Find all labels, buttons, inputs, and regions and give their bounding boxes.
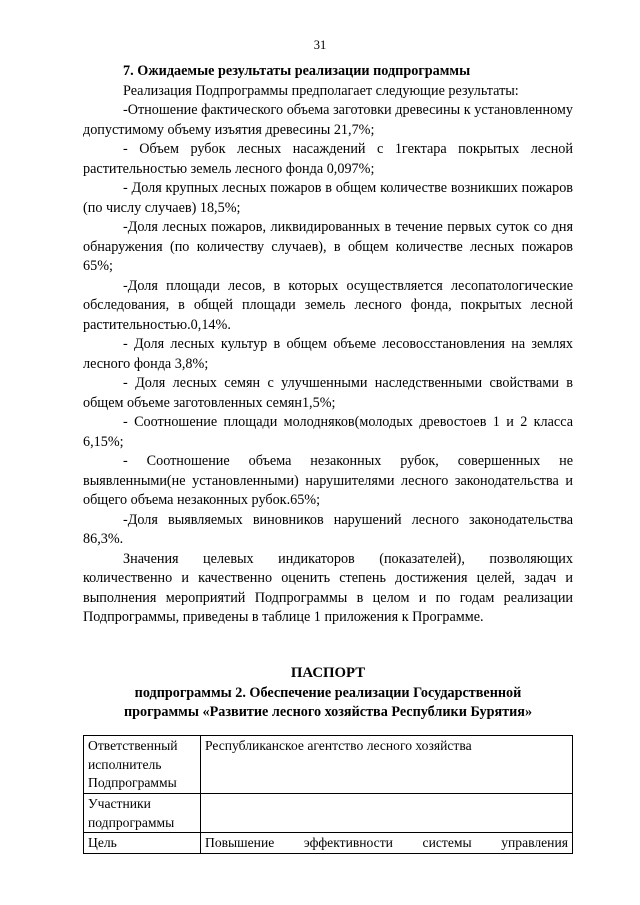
page-number: 31 (313, 38, 327, 52)
table-row (84, 736, 573, 794)
paragraph-result-7: - Доля лесных семян с улучшенными наследственными свойствами в общем объеме заготовленных семян1,5%; (83, 375, 573, 411)
row-value: Повышение эффективности системы управления (201, 833, 573, 854)
paragraph-result-4: -Доля лесных пожаров, ликвидированных в течение первых суток со дня обнаружения (по количеству случаев), в общем количестве лесных пожаров 65%; (83, 219, 573, 274)
paragraph-result-6: - Доля лесных культур в общем объеме лесовосстановления на землях лесного фонда 3,8%; (83, 336, 573, 372)
passport-header (83, 664, 573, 723)
paragraph-result-10: -Доля выявляемых виновников нарушений лесного законодательства 86,3%. (83, 511, 573, 547)
paragraph-intro: Реализация Подпрограммы предполагает следующие результаты: (123, 82, 519, 99)
passport-table (83, 735, 573, 854)
table-row (84, 833, 573, 854)
paragraph-indicators: Значения целевых индикаторов (показателей), позволяющих количественно и качественно оценить степень достижения целей, задач и выполнения мероприятий Подпрограммы в целом и по годам реализации Подпрограммы, приведены в таблице 1 приложения к Программе. (83, 550, 573, 625)
table-row (84, 794, 573, 833)
paragraph-result-5: -Доля площади лесов, в которых осуществляется лесопатологические обследования, в общей площади земель лесного фонда, покрытых лесной растительностью.0,14%. (83, 277, 573, 333)
paragraph-result-3: - Доля крупных лесных пожаров в общем количестве возникших пожаров (по числу случаев) 18,5%; (83, 180, 573, 216)
row-value (201, 794, 573, 833)
paragraph-result-2: - Объем рубок лесных насаждений с 1гектара покрытых лесной растительностью земель лесного фонда 0,097%; (83, 141, 573, 177)
paragraph-result-1: -Отношение фактического объема заготовки древесины к установленному допустимому объему изъятия древесины 21,7%; (83, 102, 573, 138)
section-body (83, 62, 573, 628)
paragraph-result-8: - Соотношение площади молодняков(молодых древостоев 1 и 2 класса 6,15%; (83, 414, 573, 450)
row-label: Участники подпрограммы (84, 794, 201, 833)
row-value: Республиканское агентство лесного хозяйства (201, 736, 573, 794)
passport-subtitle-line-2: программы «Развитие лесного хозяйства Республики Бурятия» (123, 704, 533, 720)
passport-title: ПАСПОРТ (290, 665, 366, 681)
row-label: Цель (84, 833, 201, 854)
passport-subtitle-line-1: подпрограммы 2. Обеспечение реализации Государственной (134, 684, 522, 701)
paragraph-result-9: - Соотношение объема незаконных рубок, совершенных не выявленными(не установленными) нарушителями лесного законодательства и общего объема незаконных рубок.65%; (83, 453, 573, 508)
row-label: Ответственный исполнитель Подпрограммы (84, 736, 201, 794)
section-heading: 7. Ожидаемые результаты реализации подпрограммы (123, 63, 471, 79)
